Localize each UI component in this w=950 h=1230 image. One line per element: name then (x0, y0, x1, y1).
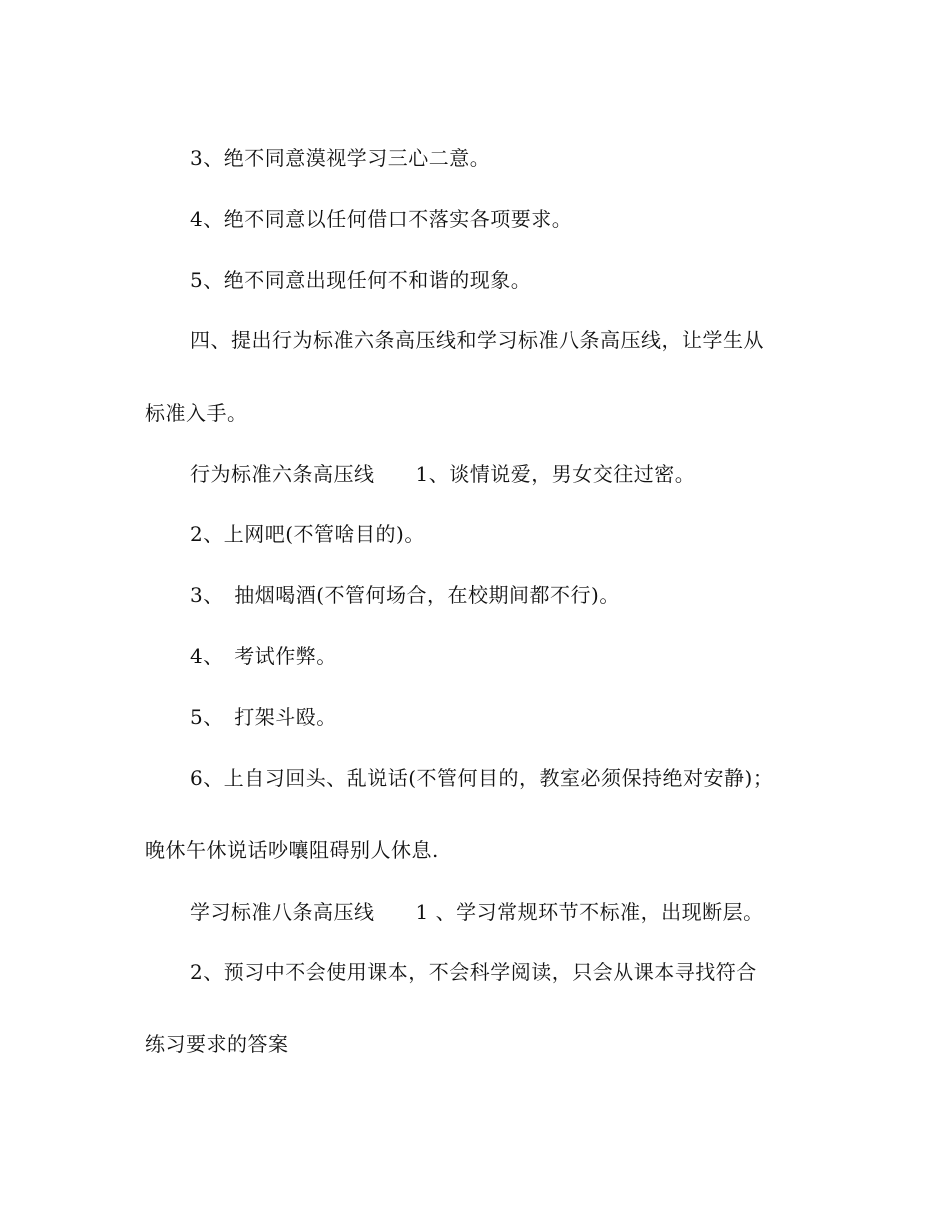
text-line-2: 4、绝不同意以任何借口不落实各项要求。 (190, 207, 573, 231)
text-line-15: 练习要求的答案 (145, 1032, 289, 1056)
text-line-8: 3、 抽烟喝酒(不管何场合，在校期间都不行)。 (190, 583, 620, 607)
text-line-6: 行为标准六条高压线 1、谈情说爱，男女交往过密。 (190, 462, 696, 486)
text-line-13: 学习标准八条高压线 1 、学习常规环节不标准，出现断层。 (190, 900, 764, 924)
text-line-12: 晚休午休说话吵嚷阻碍别人休息. (145, 838, 439, 862)
text-line-9: 4、 考试作弊。 (190, 644, 337, 668)
text-line-10: 5、 打架斗殴。 (190, 705, 337, 729)
text-line-1: 3、绝不同意漠视学习三心二意。 (190, 146, 491, 170)
text-line-4: 四、提出行为标准六条高压线和学习标准八条高压线，让学生从 (190, 328, 764, 352)
text-line-7: 2、上网吧(不管啥目的)。 (190, 522, 425, 546)
text-line-3: 5、绝不同意出现任何不和谐的现象。 (190, 268, 532, 292)
text-line-5: 标准入手。 (145, 401, 248, 425)
text-line-14: 2、预习中不会使用课本，不会科学阅读，只会从课本寻找符合 (190, 960, 757, 984)
text-line-11: 6、上自习回头、乱说话(不管何目的，教室必须保持绝对安静)； (190, 766, 774, 790)
